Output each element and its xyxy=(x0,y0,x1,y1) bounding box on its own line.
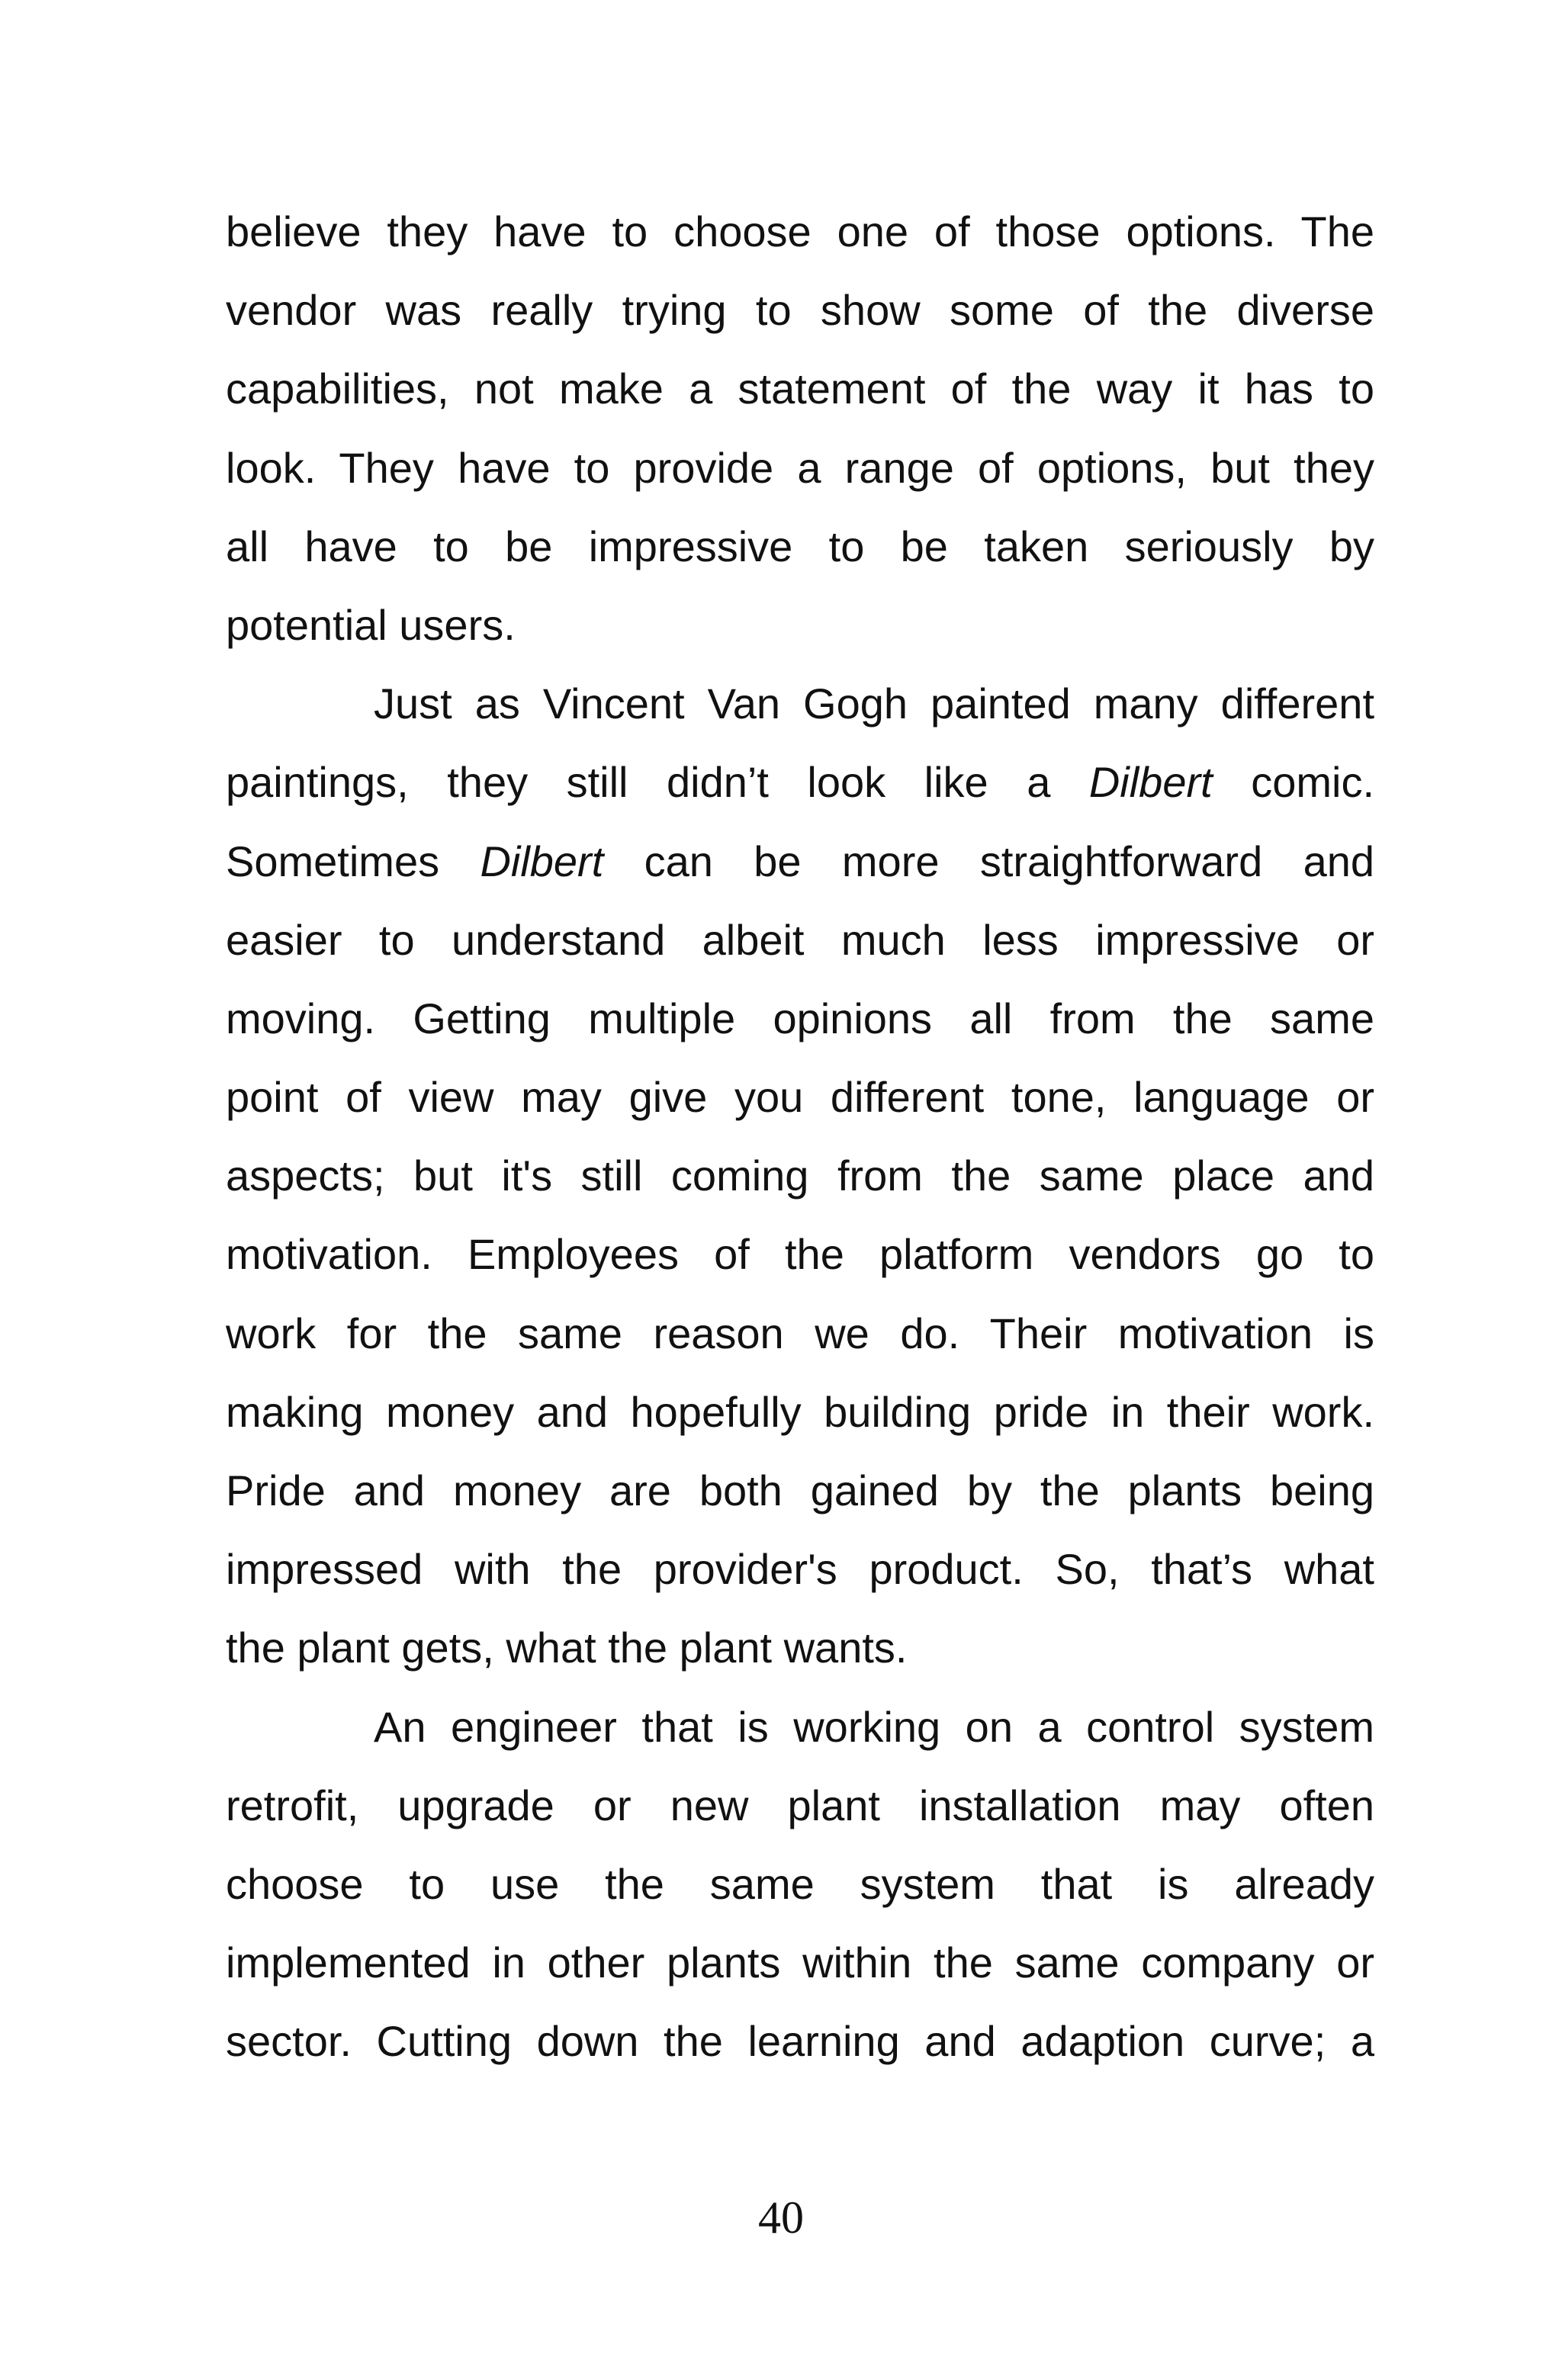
text-segment: can be more straightforward and xyxy=(603,837,1374,885)
italic-title: Dilbert xyxy=(480,837,604,885)
text-line: all have to be impressive to be taken seriously by xyxy=(226,522,1374,570)
text-line: implemented in other plants within the same company or xyxy=(226,1938,1374,1987)
text-line: motivation. Employees of the platform vendors go to xyxy=(226,1230,1374,1279)
text-line xyxy=(226,743,1374,821)
text-line: vendor was really trying to show some of the diverse xyxy=(226,286,1374,335)
paragraph xyxy=(226,664,1374,1687)
text-line: moving. Getting multiple opinions all from the same xyxy=(226,994,1374,1042)
text-line xyxy=(226,822,1374,901)
italic-title: Dilbert xyxy=(1088,758,1213,807)
text-line: An engineer that is working on a control system xyxy=(374,1702,1374,1751)
body-text xyxy=(226,192,1374,2081)
paragraph xyxy=(226,1688,1374,2081)
text-line: easier to understand albeit much less impressive or xyxy=(226,915,1374,964)
paragraph xyxy=(226,192,1374,664)
text-segment: Sometimes xyxy=(226,837,480,885)
text-line: the plant gets, what the plant wants. xyxy=(226,1624,908,1672)
text-line: point of view may give you different tone, language or xyxy=(226,1073,1374,1122)
text-line: sector. Cutting down the learning and adaption curve; a xyxy=(226,2017,1374,2066)
text-line: Pride and money are both gained by the plants being xyxy=(226,1466,1374,1514)
text-line: potential users. xyxy=(226,600,516,649)
text-line: believe they have to choose one of those options. The xyxy=(226,207,1374,255)
text-segment: paintings, they still didn’t look like a xyxy=(226,758,1089,807)
text-line: capabilities, not make a statement of the way it has to xyxy=(226,365,1374,413)
text-line: choose to use the same system that is already xyxy=(226,1859,1374,1908)
text-line: Just as Vincent Van Gogh painted many different xyxy=(374,679,1374,728)
page-number: 40 xyxy=(758,2192,804,2243)
text-line: work for the same reason we do. Their motivation is xyxy=(226,1309,1374,1357)
text-segment: comic. xyxy=(1212,758,1374,807)
text-line: aspects; but it's still coming from the same place and xyxy=(226,1151,1374,1200)
text-line: retrofit, upgrade or new plant installation may often xyxy=(226,1781,1374,1829)
text-line: impressed with the provider's product. So, that’s what xyxy=(226,1545,1374,1594)
text-line: look. They have to provide a range of options, but they xyxy=(226,443,1374,492)
text-line: making money and hopefully building pride in their work. xyxy=(226,1387,1374,1436)
